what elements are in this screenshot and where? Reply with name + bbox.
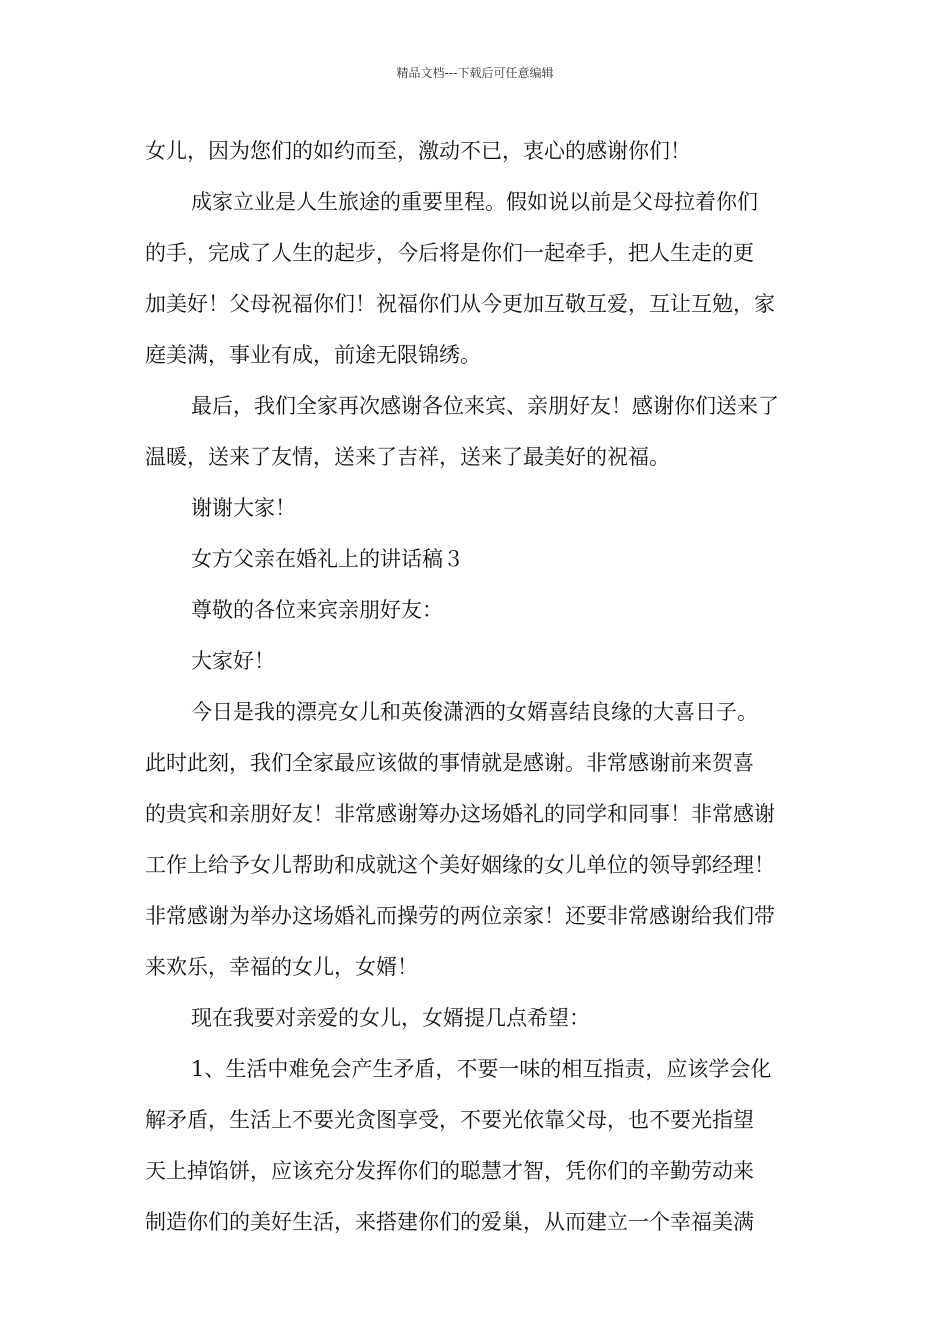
text-line: 工作上给予女儿帮助和成就这个美好姻缘的女儿单位的领导郭经理！: [145, 853, 775, 877]
text-line: 女方父亲在婚礼上的讲话稿３: [191, 547, 464, 571]
text-line: 加美好！父母祝福你们！祝福你们从今更加互敬互爱，互让互勉，家: [145, 292, 775, 316]
text-line: 来欢乐，幸福的女儿，女婿！: [145, 955, 418, 979]
text-line: 成家立业是人生旅途的重要里程。假如说以前是父母拉着你们: [191, 190, 758, 214]
text-line: 解矛盾，生活上不要光贪图享受，不要光依靠父母，也不要光指望: [145, 1108, 754, 1132]
text-line: 1、生活中难免会产生矛盾，不要一味的相互指责，应该学会化: [191, 1057, 772, 1081]
text-line: 大家好！: [191, 649, 275, 673]
text-line: 此时此刻，我们全家最应该做的事情就是感谢。非常感谢前来贺喜: [145, 751, 754, 775]
text-line: 今日是我的漂亮女儿和英俊潇洒的女婿喜结良缘的大喜日子。: [191, 700, 758, 724]
text-line: 制造你们的美好生活，来搭建你们的爱巢，从而建立一个幸福美满: [145, 1210, 754, 1234]
text-line: 庭美满，事业有成，前途无限锦绣。: [145, 343, 481, 367]
text-line: 现在我要对亲爱的女儿，女婿提几点希望：: [191, 1006, 590, 1030]
page-header: 精品文档---下载后可任意编辑: [396, 66, 554, 80]
text-line: 的贵宾和亲朋好友！非常感谢筹办这场婚礼的同学和同事！非常感谢: [145, 802, 775, 826]
text-line: 天上掉馅饼，应该充分发挥你们的聪慧才智，凭你们的辛勤劳动来: [145, 1159, 754, 1183]
text-line: 女儿，因为您们的如约而至，激动不已，衷心的感谢你们！: [145, 139, 691, 163]
text-line: 谢谢大家！: [191, 496, 296, 520]
text-line: 非常感谢为举办这场婚礼而操劳的两位亲家！还要非常感谢给我们带: [145, 904, 775, 928]
text-line: 最后，我们全家再次感谢各位来宾、亲朋好友！感谢你们送来了: [191, 394, 779, 418]
text-line: 的手，完成了人生的起步，今后将是你们一起牵手，把人生走的更: [145, 241, 754, 265]
document-body: [145, 126, 807, 1248]
text-line: 温暖，送来了友情，送来了吉祥，送来了最美好的祝福。: [145, 445, 670, 469]
text-line: 尊敬的各位来宾亲朋好友：: [191, 598, 443, 622]
